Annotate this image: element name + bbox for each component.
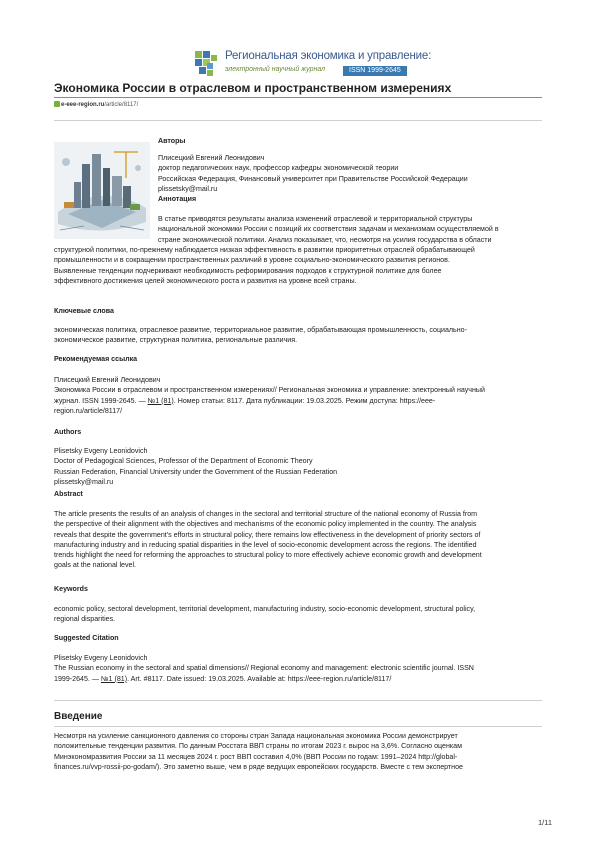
section-divider	[54, 700, 542, 701]
ru-abstract-top	[158, 214, 542, 245]
en-citation-text: . Art. #8117. Date issued: 19.03.2025. Available at: https://eee-region.ru/article/8117/	[127, 674, 392, 683]
intro-line: finances.ru/vvp-rossii-po-godam/). Это заметно выше, чем в ряде ведущих европейских государств. Вместе с тем экспертное	[54, 762, 463, 771]
ru-abstract-line: национальной экономики России с позиций их соответствия задачам и механизмам осуществляемой в	[158, 225, 499, 234]
ru-authors-heading: Авторы	[158, 137, 186, 145]
ru-abstract-bottom	[54, 245, 542, 286]
en-author-affiliation: Russian Federation, Financial University under the Government of the Russian Federation	[54, 467, 338, 476]
ru-keywords	[54, 325, 542, 346]
en-abstract-line: trends highlight the need for reforming the approaches to structural policy to more effectively achieve economic growth and development	[54, 551, 482, 560]
ru-author-degree: доктор педагогических наук, профессор кафедры экономической теории	[158, 164, 399, 173]
url-path: /article/8117/	[104, 102, 139, 108]
en-author-name: Plisetsky Evgeny Leonidovich	[54, 447, 148, 455]
ru-abstract-line: эффективного достижения целей экономического роста и развития на уровне всей страны.	[54, 276, 357, 285]
intro-heading: Введение	[54, 711, 103, 722]
ru-abstract-line: структурной политики, по-прежнему наблюдается низкая эффективность в развитии приоритетных отраслей обрабатывающей	[54, 246, 475, 254]
journal-logo	[193, 50, 432, 78]
en-abstract-line: manufacturing industry and in reducing spatial disparities in the level of socio-economic development across the regions. The identified	[54, 540, 477, 549]
en-issue-link[interactable]: №1 (81)	[100, 674, 128, 683]
ru-author-email[interactable]: plissetsky@mail.ru	[158, 184, 218, 193]
ru-keywords-line: экономическая политика, отраслевое развитие, территориальное развитие, обрабатывающая промышленность, социально-	[54, 326, 467, 334]
en-citation-heading: Suggested Citation	[54, 634, 119, 642]
ru-abstract-line: Выявленные тенденции подчеркивают необходимость реформирования подходов к структурной политике для более	[54, 266, 442, 275]
ru-citation	[54, 375, 542, 416]
ru-author-affiliation: Российская Федерация, Финансовый университет при Правительстве Российской Федерации	[158, 174, 468, 183]
intro-text	[54, 731, 542, 772]
en-citation-line	[54, 674, 542, 684]
ru-abstract-line: стране экономической политики. Анализ показывает, что, несмотря на усилия государства в области	[158, 235, 492, 244]
intro-line: Минэкономразвития России за 11 месяцев 2024 г. рост ВВП составил 4,0% (ВВП России по годам: 1991–2024 http://global-	[54, 752, 458, 761]
ru-keywords-line: экономическое развитие, структурная политика, региональные различия.	[54, 336, 298, 345]
en-citation-text: 1999-2645. —	[54, 674, 101, 683]
en-abstract-line: goals at the national level.	[54, 561, 137, 570]
ru-keywords-heading: Ключевые слова	[54, 307, 114, 315]
intro-line: положительные тенденции развития. По данным Росстата ВВП страны по итогам 2023 г. вырос на 3,6%. Согласно оценкам	[54, 742, 462, 751]
page-number: 1/11	[538, 818, 553, 827]
journal-issn-badge: ISSN 1999-2645	[343, 66, 407, 76]
en-author-block	[54, 446, 542, 487]
en-citation	[54, 653, 542, 684]
ru-abstract-heading: Аннотация	[158, 195, 197, 203]
ru-citation-heading: Рекомендуемая ссылка	[54, 355, 138, 363]
ru-abstract-line: В статье приводятся результаты анализа изменений отраслевой и территориальной структуры	[158, 215, 473, 223]
url-domain: e-eee-region.ru	[61, 102, 105, 108]
ru-citation-line	[54, 396, 542, 406]
en-keywords	[54, 604, 542, 625]
ru-citation-line: region.ru/article/8117/	[54, 406, 123, 415]
en-keywords-line: economic policy, sectoral development, territorial development, manufacturing industry, socio-economic development, structural policy,	[54, 605, 476, 613]
ru-author-name: Плисецкий Евгений Леонидович	[158, 154, 265, 162]
intro-line: Несмотря на усиление санкционного давления со стороны стран Запада национальная экономика России демонстрирует	[54, 732, 458, 740]
page-title: Экономика России в отраслевом и пространственном измерениях	[54, 81, 452, 95]
ru-citation-line: Экономика России в отраслевом и пространственном измерениях// Региональная экономика и управление: электронный научный	[54, 386, 485, 395]
journal-title: Региональная экономика и управление:	[225, 50, 432, 62]
ru-abstract-line: промышленности и в сокращении пространственных различий в уровне социально-экономического развития регионов.	[54, 256, 450, 265]
article-cover-image	[54, 142, 150, 239]
city-illustration-icon	[54, 142, 150, 239]
journal-subtitle: электронный научный журнал	[225, 66, 326, 73]
ru-citation-text: . Номер статьи: 8117. Дата публикации: 19.03.2025. Режим доступа: https://eee-	[173, 396, 436, 405]
ru-issue-link[interactable]: №1 (81)	[147, 396, 174, 405]
en-authors-heading: Authors	[54, 428, 82, 436]
en-citation-author: Plisetsky Evgeny Leonidovich	[54, 654, 148, 662]
en-keywords-heading: Keywords	[54, 585, 88, 593]
site-favicon-icon	[54, 101, 60, 107]
en-author-email[interactable]: plissetsky@mail.ru	[54, 477, 114, 486]
ru-author-block	[158, 153, 542, 194]
en-citation-line: The Russian economy in the sectoral and spatial dimensions// Regional economy and management: electronic scientific journal. ISSN	[54, 664, 474, 673]
intro-divider	[54, 726, 542, 727]
en-keywords-line: regional disparities.	[54, 615, 116, 624]
en-author-degree: Doctor of Pedagogical Sciences, Professor of the Department of Economic Theory	[54, 457, 313, 466]
source-url[interactable]	[54, 101, 138, 108]
title-divider	[54, 97, 542, 98]
journal-logo-icon	[193, 50, 219, 78]
en-abstract-heading: Abstract	[54, 490, 83, 498]
en-abstract-line: The article presents the results of an analysis of changes in the sectoral and territorial structure of the national economy of Russia from	[54, 510, 478, 518]
ru-citation-text: журнал. ISSN 1999-2645. —	[54, 396, 148, 405]
en-abstract	[54, 509, 542, 571]
url-divider	[54, 120, 542, 121]
en-abstract-line: reveals that despite the government's efforts in structural policy, there remains low effectiveness in the development of priority sectors of	[54, 530, 481, 539]
en-abstract-line: the perspective of their alignment with the objectives and mechanisms of the economic policy implemented in the country. The analysis	[54, 520, 477, 529]
ru-citation-author: Плисецкий Евгений Леонидович	[54, 376, 161, 384]
